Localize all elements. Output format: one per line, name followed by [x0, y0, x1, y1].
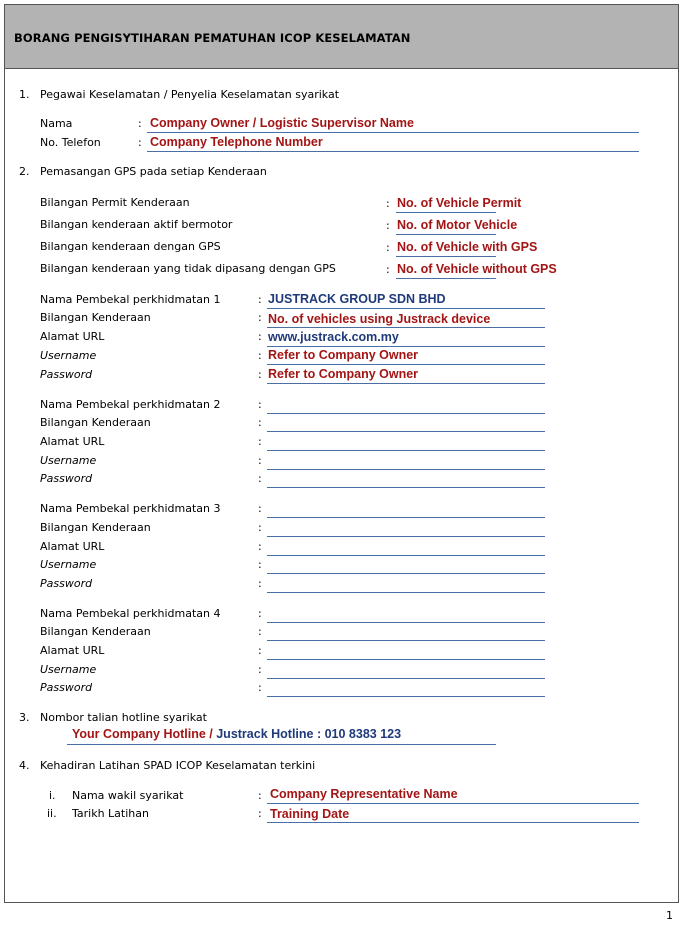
provider-2-name-label: Nama Pembekal perkhidmatan 2	[40, 398, 221, 411]
training-date-value[interactable]: Training Date	[270, 807, 350, 821]
provider-1-url-value[interactable]: www.justrack.com.my	[268, 330, 399, 344]
provider-1-name-colon: :	[258, 293, 262, 306]
provider-4-vehicles-line[interactable]	[267, 640, 545, 641]
training-rep-line[interactable]	[267, 803, 639, 804]
training-date-colon: :	[258, 807, 262, 820]
provider-4-name-line[interactable]	[267, 622, 545, 623]
training-rep-label: Nama wakil syarikat	[72, 789, 184, 802]
gps-count-field-line[interactable]	[396, 256, 496, 257]
gps-count-label: Bilangan kenderaan dengan GPS	[40, 240, 221, 253]
motor-count-value[interactable]: No. of Motor Vehicle	[397, 218, 518, 232]
provider-3-username-colon: :	[258, 558, 262, 571]
section-2-heading: Pemasangan GPS pada setiap Kenderaan	[40, 165, 267, 178]
form-title: BORANG PENGISYTIHARAN PEMATUHAN ICOP KESELAMATAN	[14, 31, 411, 45]
provider-3-name-line[interactable]	[267, 517, 545, 518]
section-3-heading: Nombor talian hotline syarikat	[40, 711, 207, 724]
nama-label: Nama	[40, 117, 73, 130]
training-rep-value[interactable]: Company Representative Name	[270, 787, 458, 801]
section-1-number: 1.	[19, 88, 30, 101]
provider-2-password-label: Password	[40, 472, 93, 485]
provider-3-url-colon: :	[258, 540, 262, 553]
provider-3-vehicles-label: Bilangan Kenderaan	[40, 521, 151, 534]
telefon-colon: :	[138, 136, 142, 149]
section-4-number: 4.	[19, 759, 30, 772]
training-rep-roman: i.	[49, 789, 56, 802]
gps-count-value[interactable]: No. of Vehicle with GPS	[397, 240, 538, 254]
provider-1-username-line[interactable]	[267, 364, 545, 365]
provider-2-username-label: Username	[40, 454, 97, 467]
provider-4-password-label: Password	[40, 681, 93, 694]
provider-4-vehicles-label: Bilangan Kenderaan	[40, 625, 151, 638]
provider-4-password-colon: :	[258, 681, 262, 694]
provider-3-url-label: Alamat URL	[40, 540, 105, 553]
telefon-label: No. Telefon	[40, 136, 101, 149]
section-2-number: 2.	[19, 165, 30, 178]
provider-3-vehicles-line[interactable]	[267, 536, 545, 537]
provider-1-name-line[interactable]	[267, 308, 545, 309]
motor-count-field-line[interactable]	[396, 234, 496, 235]
provider-4-url-label: Alamat URL	[40, 644, 105, 657]
provider-1-name-label: Nama Pembekal perkhidmatan 1	[40, 293, 221, 306]
provider-2-password-colon: :	[258, 472, 262, 485]
nama-value[interactable]: Company Owner / Logistic Supervisor Name	[150, 116, 414, 130]
gps-count-colon: :	[386, 241, 390, 254]
provider-2-password-line[interactable]	[267, 487, 545, 488]
page-number: 1	[666, 909, 673, 922]
provider-2-name-colon: :	[258, 398, 262, 411]
provider-4-vehicles-colon: :	[258, 625, 262, 638]
provider-4-username-colon: :	[258, 663, 262, 676]
provider-1-url-line[interactable]	[267, 346, 545, 347]
permit-count-value[interactable]: No. of Vehicle Permit	[397, 196, 522, 210]
provider-3-password-colon: :	[258, 577, 262, 590]
provider-1-password-label: Password	[40, 368, 93, 381]
provider-1-username-label: Username	[40, 349, 97, 362]
section-3-number: 3.	[19, 711, 30, 724]
permit-count-colon: :	[386, 197, 390, 210]
provider-2-vehicles-label: Bilangan Kenderaan	[40, 416, 151, 429]
motor-count-label: Bilangan kenderaan aktif bermotor	[40, 218, 233, 231]
provider-3-username-line[interactable]	[267, 573, 545, 574]
training-rep-colon: :	[258, 789, 262, 802]
provider-2-vehicles-line[interactable]	[267, 431, 545, 432]
nama-colon: :	[138, 117, 142, 130]
hotline-field-line[interactable]	[67, 744, 496, 745]
provider-2-vehicles-colon: :	[258, 416, 262, 429]
provider-2-url-label: Alamat URL	[40, 435, 105, 448]
provider-3-vehicles-colon: :	[258, 521, 262, 534]
no-gps-count-value[interactable]: No. of Vehicle without GPS	[397, 262, 557, 276]
provider-2-name-line[interactable]	[267, 413, 545, 414]
hotline-value[interactable]	[72, 727, 401, 741]
provider-2-username-colon: :	[258, 454, 262, 467]
no-gps-count-colon: :	[386, 263, 390, 276]
provider-3-password-line[interactable]	[267, 592, 545, 593]
telefon-field-line[interactable]	[147, 151, 639, 152]
provider-1-username-colon: :	[258, 349, 262, 362]
provider-3-username-label: Username	[40, 558, 97, 571]
provider-4-password-line[interactable]	[267, 696, 545, 697]
provider-4-name-label: Nama Pembekal perkhidmatan 4	[40, 607, 221, 620]
provider-1-username-value[interactable]: Refer to Company Owner	[268, 348, 419, 362]
justrack-hotline-text: Justrack Hotline : 010 8383 123	[216, 727, 402, 741]
section-4-heading: Kehadiran Latihan SPAD ICOP Keselamatan terkini	[40, 759, 316, 772]
permit-count-field-line[interactable]	[396, 212, 496, 213]
provider-2-username-line[interactable]	[267, 469, 545, 470]
provider-2-url-colon: :	[258, 435, 262, 448]
provider-1-password-value[interactable]: Refer to Company Owner	[268, 367, 419, 381]
motor-count-colon: :	[386, 219, 390, 232]
provider-3-name-label: Nama Pembekal perkhidmatan 3	[40, 502, 221, 515]
provider-4-name-colon: :	[258, 607, 262, 620]
provider-1-vehicles-line[interactable]	[267, 327, 545, 328]
provider-4-url-line[interactable]	[267, 659, 545, 660]
provider-1-url-colon: :	[258, 330, 262, 343]
section-1-heading: Pegawai Keselamatan / Penyelia Keselamatan syarikat	[40, 88, 340, 101]
training-date-line[interactable]	[267, 822, 639, 823]
no-gps-count-field-line[interactable]	[396, 278, 496, 279]
provider-1-password-line[interactable]	[267, 383, 545, 384]
provider-1-vehicles-colon: :	[258, 311, 262, 324]
provider-1-vehicles-label: Bilangan Kenderaan	[40, 311, 151, 324]
nama-field-line[interactable]	[147, 132, 639, 133]
company-hotline-text: Your Company Hotline /	[72, 727, 217, 741]
provider-4-username-label: Username	[40, 663, 97, 676]
provider-1-url-label: Alamat URL	[40, 330, 105, 343]
provider-3-password-label: Password	[40, 577, 93, 590]
training-date-label: Tarikh Latihan	[72, 807, 149, 820]
training-date-roman: ii.	[47, 807, 57, 820]
permit-count-label: Bilangan Permit Kenderaan	[40, 196, 190, 209]
provider-4-url-colon: :	[258, 644, 262, 657]
provider-3-name-colon: :	[258, 502, 262, 515]
provider-4-username-line[interactable]	[267, 678, 545, 679]
provider-1-name-value[interactable]: JUSTRACK GROUP SDN BHD	[268, 292, 446, 306]
no-gps-count-label: Bilangan kenderaan yang tidak dipasang dengan GPS	[40, 262, 336, 275]
provider-1-vehicles-value[interactable]: No. of vehicles using Justrack device	[268, 312, 491, 326]
provider-3-url-line[interactable]	[267, 555, 545, 556]
provider-2-url-line[interactable]	[267, 450, 545, 451]
telefon-value[interactable]: Company Telephone Number	[150, 135, 323, 149]
form-header	[4, 4, 679, 69]
provider-1-password-colon: :	[258, 368, 262, 381]
